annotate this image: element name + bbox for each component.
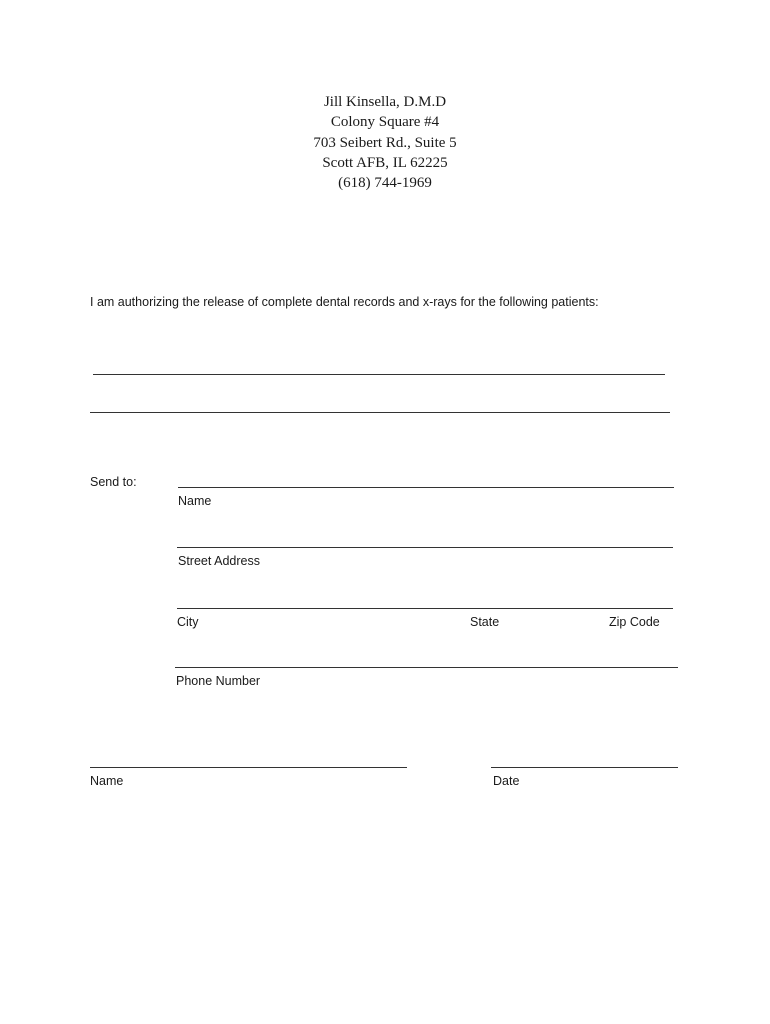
date-line[interactable] [491,767,678,768]
state-label: State [470,615,500,629]
signature-name-line[interactable] [90,767,407,768]
date-label: Date [493,774,520,788]
patient-line-2[interactable] [90,412,670,413]
patient-line-1[interactable] [93,374,665,375]
letterhead [0,92,770,193]
recipient-name-label: Name [178,494,212,508]
phone-number-line[interactable] [175,667,678,668]
signature-name-label: Name [90,774,124,788]
authorization-statement: I am authorizing the release of complete dental records and x-rays for the following patients: [90,295,599,309]
city-label: City [177,615,199,629]
street-address-line[interactable] [177,547,673,548]
city-state-zip-line[interactable] [177,608,673,609]
street-address-label: Street Address [178,554,260,568]
phone-number-label: Phone Number [176,674,261,688]
address-line-2: 703 Seibert Rd., Suite 5 [313,134,457,151]
address-line-3: Scott AFB, IL 62225 [322,154,448,171]
send-to-label: Send to: [90,475,137,489]
zip-code-label: Zip Code [609,615,660,629]
dentist-name: Jill Kinsella, D.M.D [323,94,447,110]
recipient-name-line[interactable] [178,487,674,488]
office-phone: (618) 744-1969 [338,175,432,192]
address-line-1: Colony Square #4 [330,114,440,131]
